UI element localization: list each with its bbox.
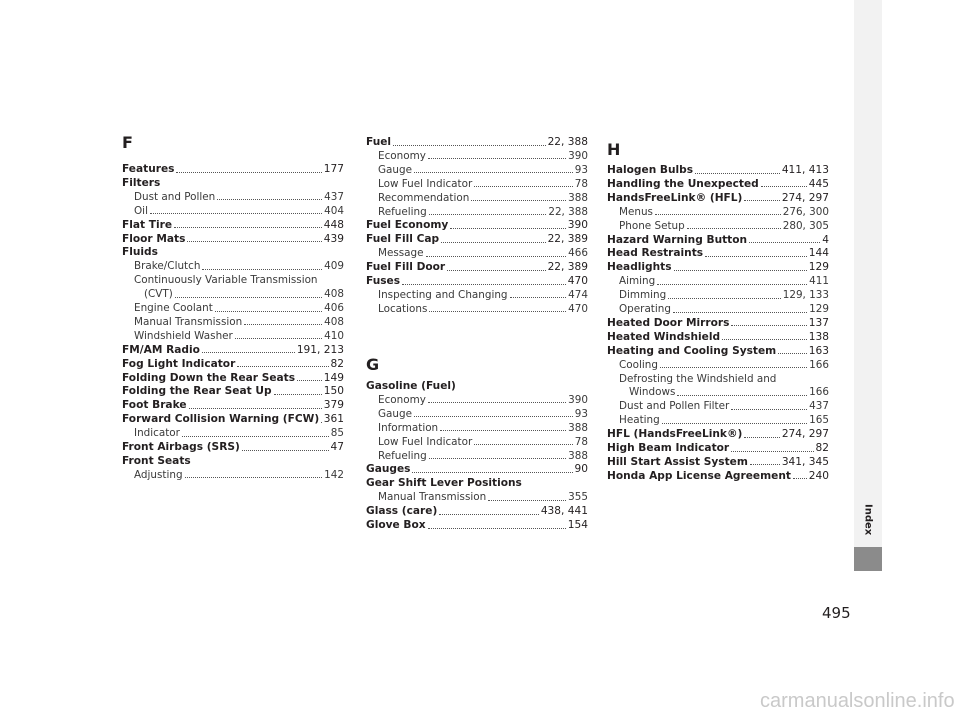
entry-label: Cooling (619, 358, 658, 371)
index-subentry (122, 205, 344, 217)
entry-label: Heated Door Mirrors (607, 316, 730, 329)
index-entry (607, 345, 829, 357)
entry-label: Operating (619, 303, 671, 315)
index-subentry (366, 178, 588, 190)
leader-dots (441, 242, 545, 243)
leader-dots (778, 353, 807, 354)
entry-label: (CVT) (144, 288, 173, 301)
page-reference[interactable]: 411, 413 (781, 164, 829, 176)
index-entry (366, 380, 588, 392)
page-reference[interactable]: 470 (567, 275, 588, 287)
entry-label: Glass (care) (366, 505, 438, 518)
leader-dots (429, 458, 566, 459)
leader-dots (189, 408, 322, 409)
leader-dots (674, 270, 807, 271)
leader-dots (439, 514, 539, 515)
entry-label: Continuously Variable Transmission (134, 274, 318, 287)
entry-label: Manual Transmission (378, 491, 487, 504)
entry-label: Message (378, 247, 424, 260)
page-reference[interactable]: 163 (808, 344, 829, 357)
page-reference[interactable]: 4 (822, 233, 829, 246)
index-subentry (366, 491, 588, 503)
index-entry (122, 219, 344, 231)
leader-dots (426, 256, 567, 257)
entry-label: Floor Mats (122, 232, 186, 245)
leader-dots (677, 395, 807, 396)
entry-label: Economy (378, 393, 426, 406)
index-subentry (122, 191, 344, 203)
page-reference[interactable]: 90 (574, 463, 588, 476)
entry-label: Forward Collision Warning (FCW) (122, 413, 320, 426)
entry-label: High Beam Indicator (607, 442, 730, 454)
entry-label: Heating (619, 414, 660, 427)
page-reference[interactable]: 466 (568, 247, 588, 260)
page-reference[interactable]: 22, 389 (547, 261, 588, 274)
page-reference[interactable]: 388 (568, 421, 588, 434)
entry-label: Hazard Warning Button (607, 233, 748, 246)
index-subentry (607, 303, 829, 315)
entry-label: Manual Transmission (134, 315, 243, 328)
leader-dots (744, 437, 779, 438)
leader-dots (761, 186, 807, 187)
leader-dots (429, 311, 566, 312)
page-reference[interactable]: 448 (323, 218, 344, 231)
entry-label: Honda App License Agreement (607, 469, 791, 482)
index-entry (122, 177, 344, 189)
index-subentry (122, 469, 344, 481)
page-reference[interactable]: 276, 300 (782, 205, 829, 218)
entry-label: Flat Tire (122, 218, 173, 231)
side-tab-bar (854, 0, 882, 571)
leader-dots (237, 366, 328, 367)
page-reference[interactable]: 82 (815, 442, 829, 454)
entry-label: Fuel (366, 136, 392, 148)
leader-dots (731, 409, 807, 410)
page-reference[interactable]: 150 (323, 385, 344, 398)
leader-dots (150, 213, 322, 214)
index-subentry (366, 303, 588, 315)
entry-label: Windows (629, 386, 676, 399)
page-reference[interactable]: 149 (323, 371, 344, 384)
index-subentry (122, 288, 344, 300)
page-reference[interactable]: 85 (330, 427, 344, 440)
page-reference[interactable]: 280, 305 (782, 219, 829, 232)
entry-label: Features (122, 163, 175, 175)
leader-dots (510, 297, 567, 298)
page-reference[interactable]: 438, 441 (540, 505, 588, 518)
index-entry (607, 164, 829, 176)
page-reference[interactable]: 390 (567, 219, 588, 232)
leader-dots (217, 199, 322, 200)
index-subentry (366, 206, 588, 218)
entry-label: Information (378, 421, 439, 434)
page-reference[interactable]: 409 (324, 260, 344, 273)
leader-dots (175, 297, 322, 298)
leader-dots (297, 380, 322, 381)
leader-dots (655, 214, 781, 215)
entry-label: Low Fuel Indicator (378, 177, 473, 190)
entry-label: Fuel Fill Cap (366, 233, 440, 246)
page-reference[interactable]: 408 (324, 288, 344, 301)
entry-label: Fuel Economy (366, 219, 449, 232)
page-reference[interactable]: 129 (809, 303, 829, 315)
index-entry (122, 233, 344, 245)
entry-label: Fuses (366, 275, 401, 287)
side-tab-label: Index (862, 504, 874, 536)
entry-label: Front Airbags (SRS) (122, 441, 240, 453)
page-reference[interactable]: 142 (324, 468, 344, 481)
leader-dots (450, 228, 565, 229)
leader-dots (185, 477, 323, 478)
index-entry (366, 519, 588, 531)
section-letter: G (366, 355, 380, 374)
leader-dots (660, 367, 807, 368)
index-entry (122, 413, 344, 425)
page-reference[interactable]: 390 (568, 393, 588, 406)
index-subentry (366, 450, 588, 462)
index-subentry (122, 316, 344, 328)
index-entry (366, 261, 588, 273)
leader-dots (182, 436, 329, 437)
page-reference[interactable]: 137 (808, 316, 829, 329)
page-reference[interactable]: 408 (324, 315, 344, 328)
entry-label: Gauges (366, 463, 411, 476)
leader-dots (428, 402, 566, 403)
entry-label: Recommendation (378, 191, 470, 204)
index-subentry (122, 274, 344, 286)
leader-dots (750, 464, 780, 465)
leader-dots (202, 269, 322, 270)
index-entry (122, 372, 344, 384)
index-entry (607, 317, 829, 329)
page-reference[interactable]: 274, 297 (781, 191, 829, 204)
page-reference[interactable]: 154 (567, 519, 588, 531)
page-reference[interactable]: 341, 345 (781, 455, 829, 468)
leader-dots (668, 298, 781, 299)
page-reference[interactable]: 129 (808, 261, 829, 274)
leader-dots (744, 200, 779, 201)
leader-dots (429, 214, 547, 215)
index-entry (607, 261, 829, 273)
page-reference[interactable]: 437 (809, 400, 829, 413)
leader-dots (471, 200, 566, 201)
page-reference[interactable]: 47 (330, 441, 344, 453)
leader-dots (428, 528, 566, 529)
page-reference[interactable]: 22, 388 (548, 205, 588, 218)
entry-label: Handling the Unexpected (607, 177, 759, 190)
index-entry (122, 441, 344, 453)
entry-label: Front Seats (122, 454, 191, 467)
entry-label: Hill Start Assist System (607, 455, 748, 468)
entry-label: Gasoline (Fuel) (366, 380, 456, 392)
section-letter: H (607, 140, 621, 159)
index-subentry (607, 373, 829, 385)
index-entry (122, 344, 344, 356)
index-subentry (607, 220, 829, 232)
entry-label: Windshield Washer (134, 329, 233, 342)
entry-label: Dimming (619, 289, 667, 302)
page-reference[interactable]: 165 (809, 414, 829, 427)
entry-label: Fuel Fill Door (366, 261, 446, 274)
entry-label: Dust and Pollen (134, 190, 216, 203)
page-reference[interactable]: 410 (324, 329, 344, 342)
entry-label: Refueling (378, 205, 427, 218)
page-reference[interactable]: 166 (809, 358, 829, 371)
entry-label: Fluids (122, 246, 158, 259)
entry-label: Engine Coolant (134, 302, 213, 314)
index-entry (122, 399, 344, 411)
index-entry (366, 463, 588, 475)
leader-dots (705, 256, 807, 257)
leader-dots (662, 423, 807, 424)
leader-dots (731, 451, 813, 452)
leader-dots (174, 227, 322, 228)
entry-label: Filters (122, 176, 161, 189)
page-reference[interactable]: 129, 133 (782, 289, 829, 302)
entry-label: Defrosting the Windshield and (619, 372, 777, 385)
page-reference[interactable]: 388 (568, 191, 588, 204)
index-subentry (607, 400, 829, 412)
page-reference[interactable]: 93 (574, 407, 588, 420)
index-subentry (366, 247, 588, 259)
side-tab-marker (854, 547, 882, 571)
page-reference[interactable]: 404 (324, 204, 344, 217)
leader-dots (321, 422, 322, 423)
page-reference[interactable]: 437 (324, 190, 344, 203)
entry-label: Glove Box (366, 519, 426, 531)
watermark: carmanualsonline.info (760, 690, 955, 712)
entry-label: Headlights (607, 261, 672, 274)
page-reference[interactable]: 274, 297 (781, 428, 829, 441)
entry-label: Dust and Pollen Filter (619, 400, 730, 413)
index-subentry (366, 408, 588, 420)
entry-label: Brake/Clutch (134, 260, 201, 273)
index-subentry (607, 386, 829, 398)
entry-label: Folding Down the Rear Seats (122, 371, 296, 384)
index-subentry (366, 289, 588, 301)
entry-label: Head Restraints (607, 247, 704, 260)
leader-dots (687, 228, 781, 229)
entry-label: Locations (378, 302, 428, 315)
page-reference[interactable]: 379 (323, 399, 344, 412)
page-reference[interactable]: 93 (574, 163, 588, 176)
index-subentry (366, 422, 588, 434)
page-reference[interactable]: 390 (568, 149, 588, 162)
page-reference[interactable]: 240 (808, 469, 829, 482)
leader-dots (215, 311, 322, 312)
index-entry (607, 234, 829, 246)
index-entry (122, 358, 344, 370)
leader-dots (447, 270, 545, 271)
index-subentry (122, 302, 344, 314)
index-subentry (607, 206, 829, 218)
page-reference[interactable]: 138 (808, 330, 829, 343)
leader-dots (749, 242, 820, 243)
leader-dots (244, 324, 322, 325)
page-reference[interactable]: 22, 388 (547, 136, 588, 148)
entry-label: Halogen Bulbs (607, 164, 694, 176)
index-entry (607, 442, 829, 454)
leader-dots (202, 352, 295, 353)
leader-dots (414, 172, 573, 173)
page-reference[interactable]: 166 (809, 386, 829, 399)
index-entry (607, 470, 829, 482)
page-number: 495 (822, 604, 851, 622)
leader-dots (722, 339, 807, 340)
index-subentry (122, 260, 344, 272)
leader-dots (673, 312, 807, 313)
index-entry (122, 455, 344, 467)
entry-label: Gauge (378, 163, 412, 176)
leader-dots (428, 158, 566, 159)
leader-dots (657, 284, 807, 285)
index-subentry (366, 394, 588, 406)
page-reference[interactable]: 388 (568, 449, 588, 462)
entry-label: Economy (378, 149, 426, 162)
index-entry (122, 246, 344, 258)
index-entry (366, 136, 588, 148)
index-entry (366, 219, 588, 231)
page-reference[interactable]: 78 (574, 435, 588, 448)
page-reference[interactable]: 474 (568, 288, 588, 301)
index-entry (366, 275, 588, 287)
page-reference[interactable]: 439 (323, 232, 344, 245)
index-entry (122, 163, 344, 175)
page-reference[interactable]: 361 (323, 413, 344, 426)
leader-dots (393, 145, 545, 146)
index-subentry (366, 164, 588, 176)
page-reference[interactable]: 411 (809, 275, 829, 288)
index-entry (607, 192, 829, 204)
page-reference[interactable]: 355 (568, 491, 588, 504)
leader-dots (402, 284, 566, 285)
index-entry (366, 233, 588, 245)
page-reference[interactable]: 191, 213 (296, 343, 344, 356)
leader-dots (695, 173, 780, 174)
entry-label: Adjusting (134, 468, 183, 481)
index-entry (122, 385, 344, 397)
leader-dots (235, 338, 322, 339)
entry-label: FM/AM Radio (122, 343, 200, 356)
leader-dots (793, 478, 807, 479)
index-subentry (366, 192, 588, 204)
entry-label: Oil (134, 204, 148, 217)
index-subentry (122, 427, 344, 439)
leader-dots (414, 416, 573, 417)
leader-dots (474, 444, 573, 445)
index-subentry (366, 150, 588, 162)
leader-dots (242, 450, 329, 451)
page-reference[interactable]: 470 (568, 302, 588, 315)
page-reference[interactable]: 78 (574, 177, 588, 190)
index-entry (607, 178, 829, 190)
page-reference[interactable]: 406 (324, 302, 344, 314)
index-subentry (607, 289, 829, 301)
leader-dots (176, 172, 321, 173)
entry-label: HFL (HandsFreeLink®) (607, 428, 743, 441)
index-subentry (607, 275, 829, 287)
page-reference[interactable]: 144 (808, 247, 829, 260)
entry-label: Folding the Rear Seat Up (122, 385, 272, 398)
index-entry (607, 247, 829, 259)
index-subentry (607, 414, 829, 426)
entry-label: Indicator (134, 427, 180, 440)
index-entry (607, 456, 829, 468)
index-entry (366, 505, 588, 517)
entry-label: Phone Setup (619, 219, 685, 232)
page-reference[interactable]: 22, 389 (547, 233, 588, 246)
entry-label: Gauge (378, 407, 412, 420)
entry-label: Aiming (619, 275, 656, 288)
leader-dots (488, 500, 566, 501)
entry-label: Fog Light Indicator (122, 357, 236, 370)
entry-label: Refueling (378, 449, 427, 462)
index-subentry (607, 359, 829, 371)
entry-label: Foot Brake (122, 399, 187, 412)
index-subentry (122, 330, 344, 342)
leader-dots (412, 472, 572, 473)
leader-dots (187, 241, 321, 242)
section-letter: F (122, 133, 133, 152)
entry-label: Menus (619, 205, 653, 218)
entry-label: Heating and Cooling System (607, 344, 777, 357)
index-entry (366, 477, 588, 489)
entry-label: Low Fuel Indicator (378, 435, 473, 448)
page-reference[interactable]: 177 (323, 163, 344, 175)
page-reference[interactable]: 445 (808, 177, 829, 190)
leader-dots (440, 430, 566, 431)
leader-dots (274, 394, 322, 395)
page-reference[interactable]: 82 (330, 357, 344, 370)
leader-dots (474, 186, 573, 187)
leader-dots (731, 325, 806, 326)
entry-label: HandsFreeLink® (HFL) (607, 191, 743, 204)
entry-label: Inspecting and Changing (378, 288, 508, 301)
entry-label: Heated Windshield (607, 330, 721, 343)
index-entry (607, 331, 829, 343)
index-subentry (366, 436, 588, 448)
index-entry (607, 428, 829, 440)
entry-label: Gear Shift Lever Positions (366, 477, 522, 490)
